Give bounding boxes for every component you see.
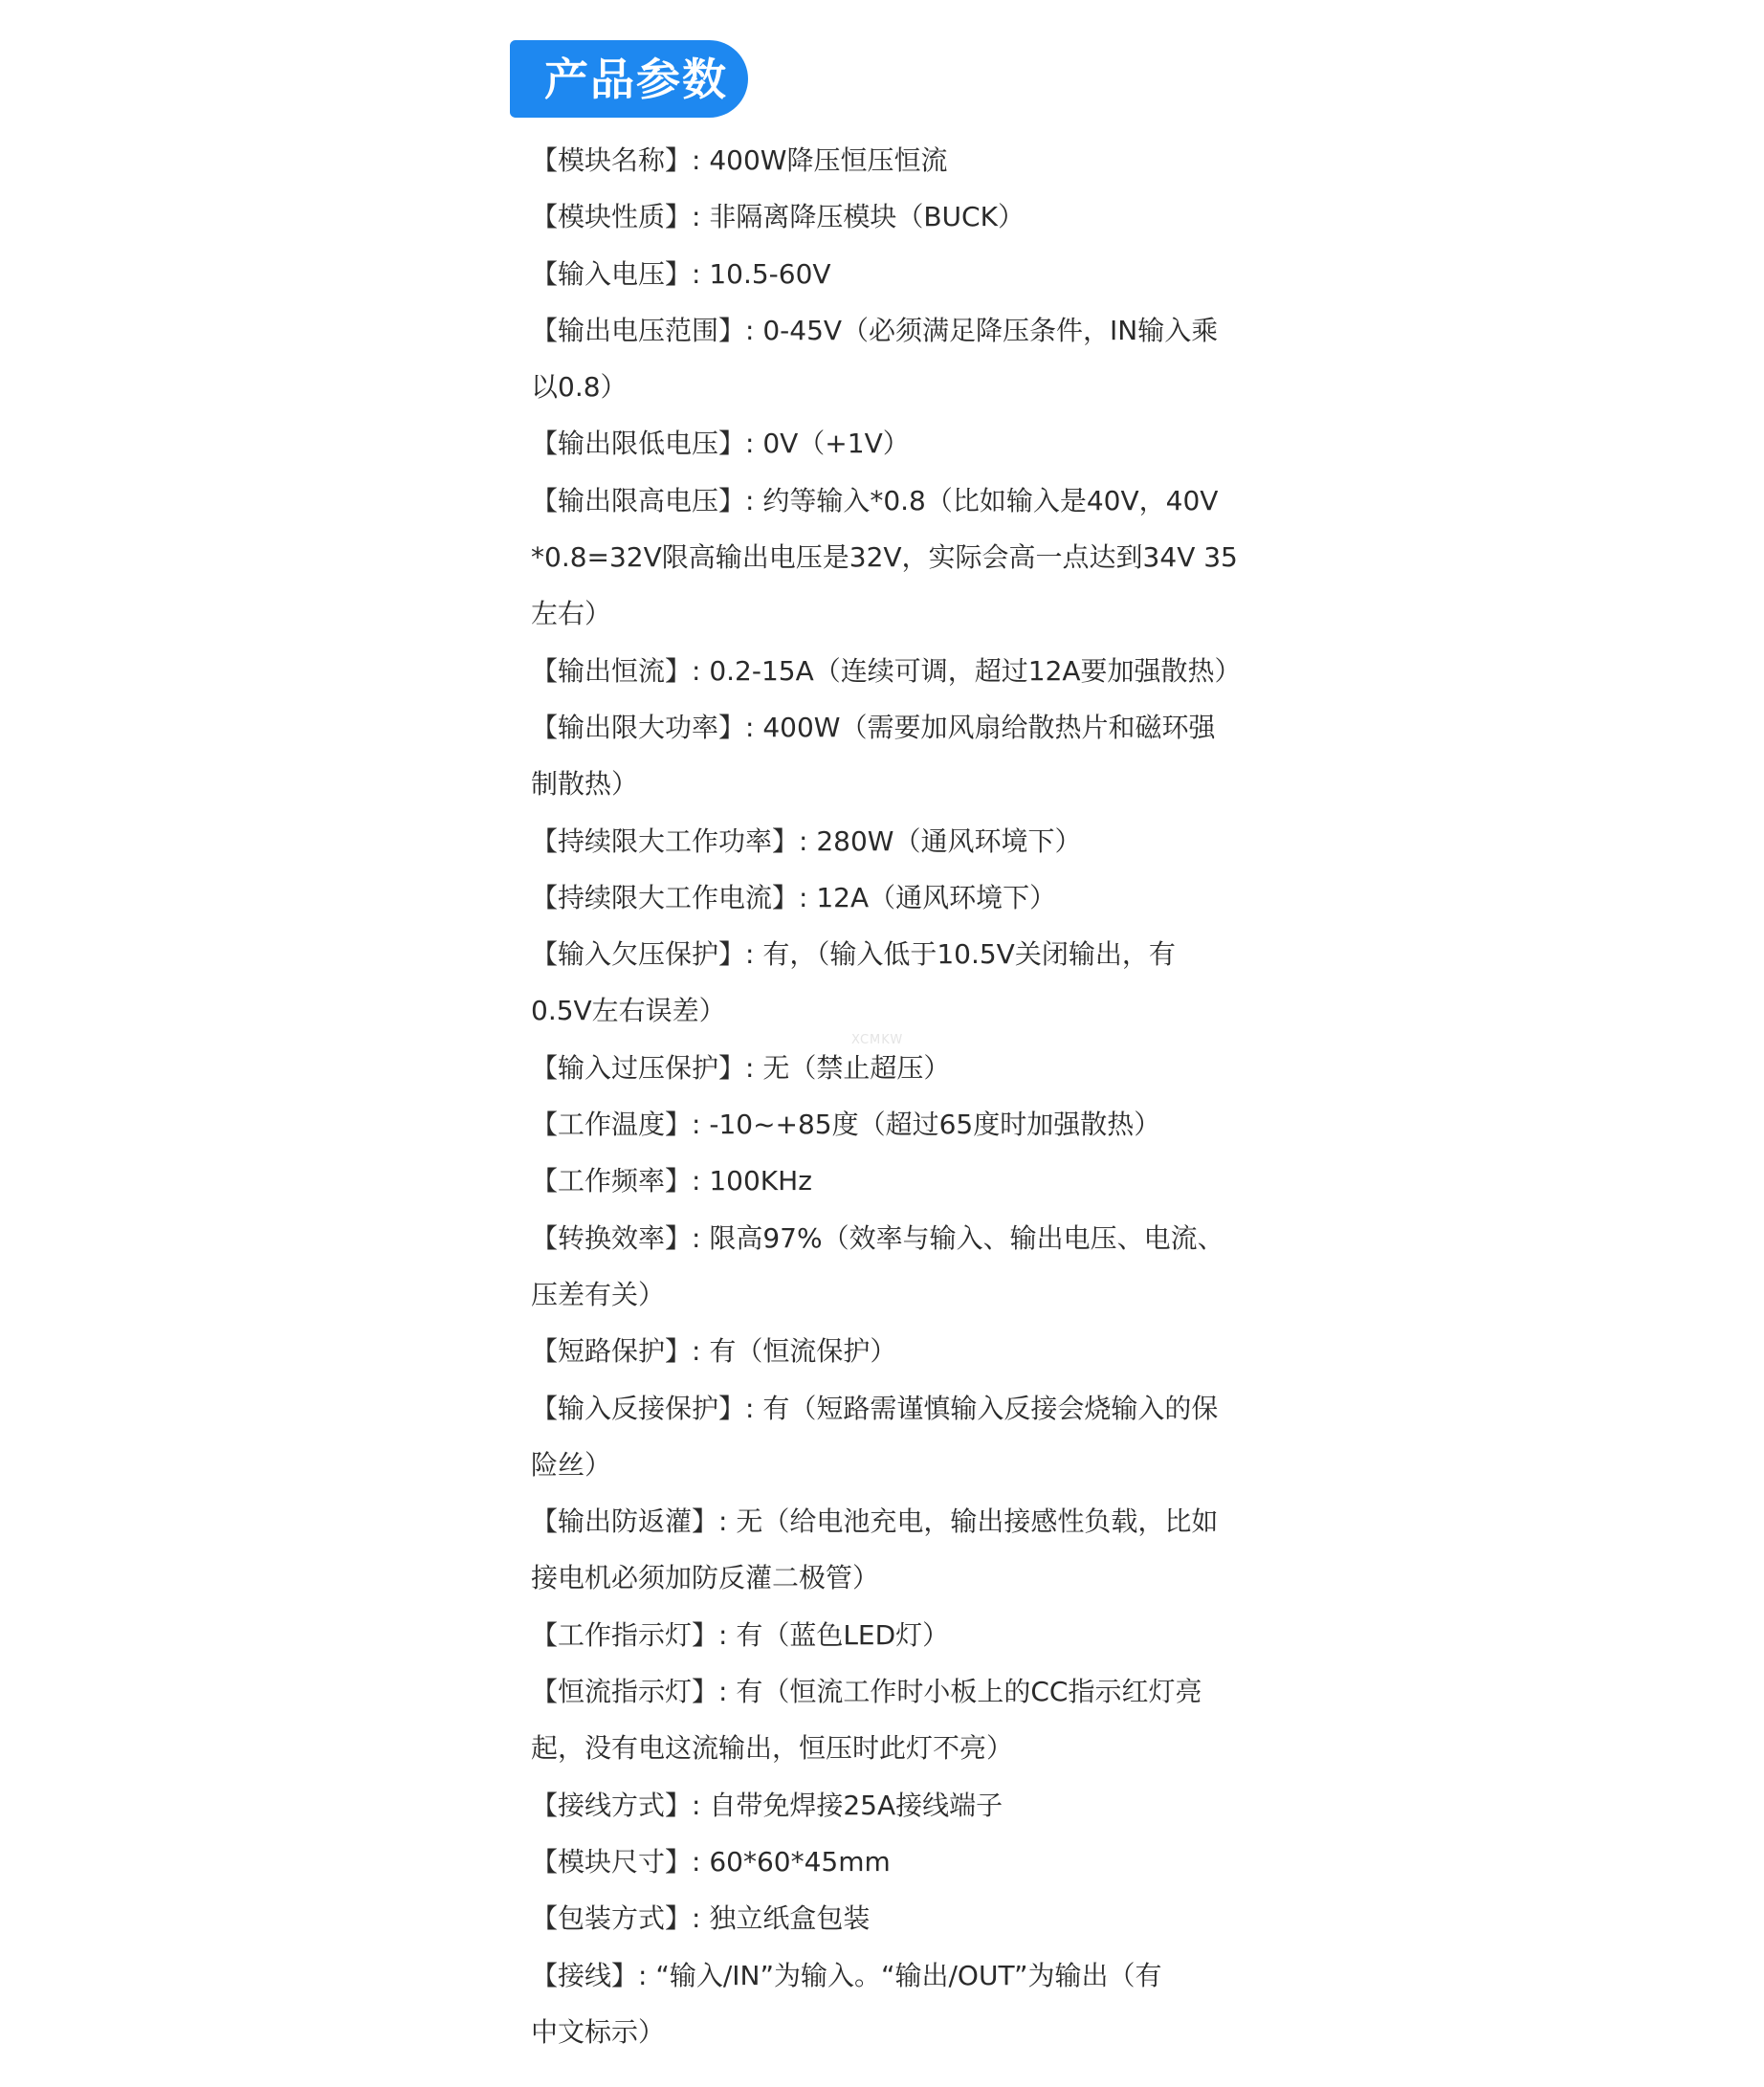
spec-line: 【输出限低电压】: 0V（+1V） <box>531 428 910 460</box>
spec-line: 【输出恒流】: 0.2-15A（连续可调，超过12A要加强散热） <box>531 654 1242 687</box>
spec-line: 【工作指示灯】: 有（蓝色LED灯） <box>531 1618 950 1651</box>
spec-line: 【输出防返灌】: 无（给电池充电，输出接感性负载，比如 <box>531 1505 1219 1538</box>
spec-line: 【输入过压保护】: 无（禁止超压） <box>531 1051 951 1084</box>
spec-line: 起，没有电这流输出，恒压时此灯不亮） <box>531 1732 1014 1765</box>
spec-line: 【包装方式】: 独立纸盒包装 <box>531 1902 871 1935</box>
spec-line: 左右） <box>531 598 612 630</box>
spec-line: 【持续限大工作电流】: 12A（通风环境下） <box>531 881 1057 913</box>
spec-line: 【模块名称】: 400W降压恒压恒流 <box>531 144 948 176</box>
spec-line: 【工作温度】: -10~+85度（超过65度时加强散热） <box>531 1109 1161 1141</box>
watermark: XCMKW <box>851 1033 904 1047</box>
spec-line: 【模块性质】: 非隔离降压模块（BUCK） <box>531 201 1025 233</box>
spec-line: 【输出限高电压】: 约等输入*0.8（比如输入是40V，40V <box>531 484 1219 516</box>
section-title: 产品参数 <box>544 53 728 105</box>
spec-line: 【输出电压范围】: 0-45V（必须满足降压条件，IN输入乘 <box>531 314 1219 346</box>
spec-line: 接电机必须加防反灌二极管） <box>531 1562 880 1594</box>
spec-line: 以0.8） <box>531 371 628 404</box>
section-title-badge <box>510 40 748 118</box>
spec-line: 【恒流指示灯】: 有（恒流工作时小板上的CC指示红灯亮 <box>531 1676 1202 1708</box>
spec-line: 【持续限大工作功率】: 280W（通风环境下） <box>531 824 1082 857</box>
spec-line: 【转换效率】: 限高97%（效率与输入、输出电压、电流、 <box>531 1221 1224 1254</box>
spec-line: 制散热） <box>531 768 639 801</box>
spec-line: 0.5V左右误差） <box>531 995 726 1027</box>
spec-line: 【输入欠压保护】: 有，（输入低于10.5V关闭输出，有 <box>531 938 1176 971</box>
spec-line: 【工作频率】: 100KHz <box>531 1165 812 1197</box>
spec-line: 中文标示） <box>531 2015 666 2048</box>
spec-line: 【输入电压】: 10.5-60V <box>531 257 831 290</box>
spec-line: 【接线】: “输入/IN”为输入。“输出/OUT”为输出（有 <box>531 1959 1162 1991</box>
spec-line: 【输出限大功率】: 400W（需要加风扇给散热片和磁环强 <box>531 711 1216 743</box>
spec-line: 【输入反接保护】: 有（短路需谨慎输入反接会烧输入的保 <box>531 1392 1219 1424</box>
spec-line: 险丝） <box>531 1448 612 1481</box>
spec-line: 【短路保护】: 有（恒流保护） <box>531 1335 897 1368</box>
spec-line: *0.8=32V限高输出电压是32V，实际会高一点达到34V 35 <box>531 541 1238 574</box>
spec-list <box>531 132 1258 2060</box>
spec-line: 【模块尺寸】: 60*60*45mm <box>531 1845 891 1878</box>
spec-line: 【接线方式】: 自带免焊接25A接线端子 <box>531 1789 1003 1821</box>
spec-line: 压差有关） <box>531 1278 666 1310</box>
